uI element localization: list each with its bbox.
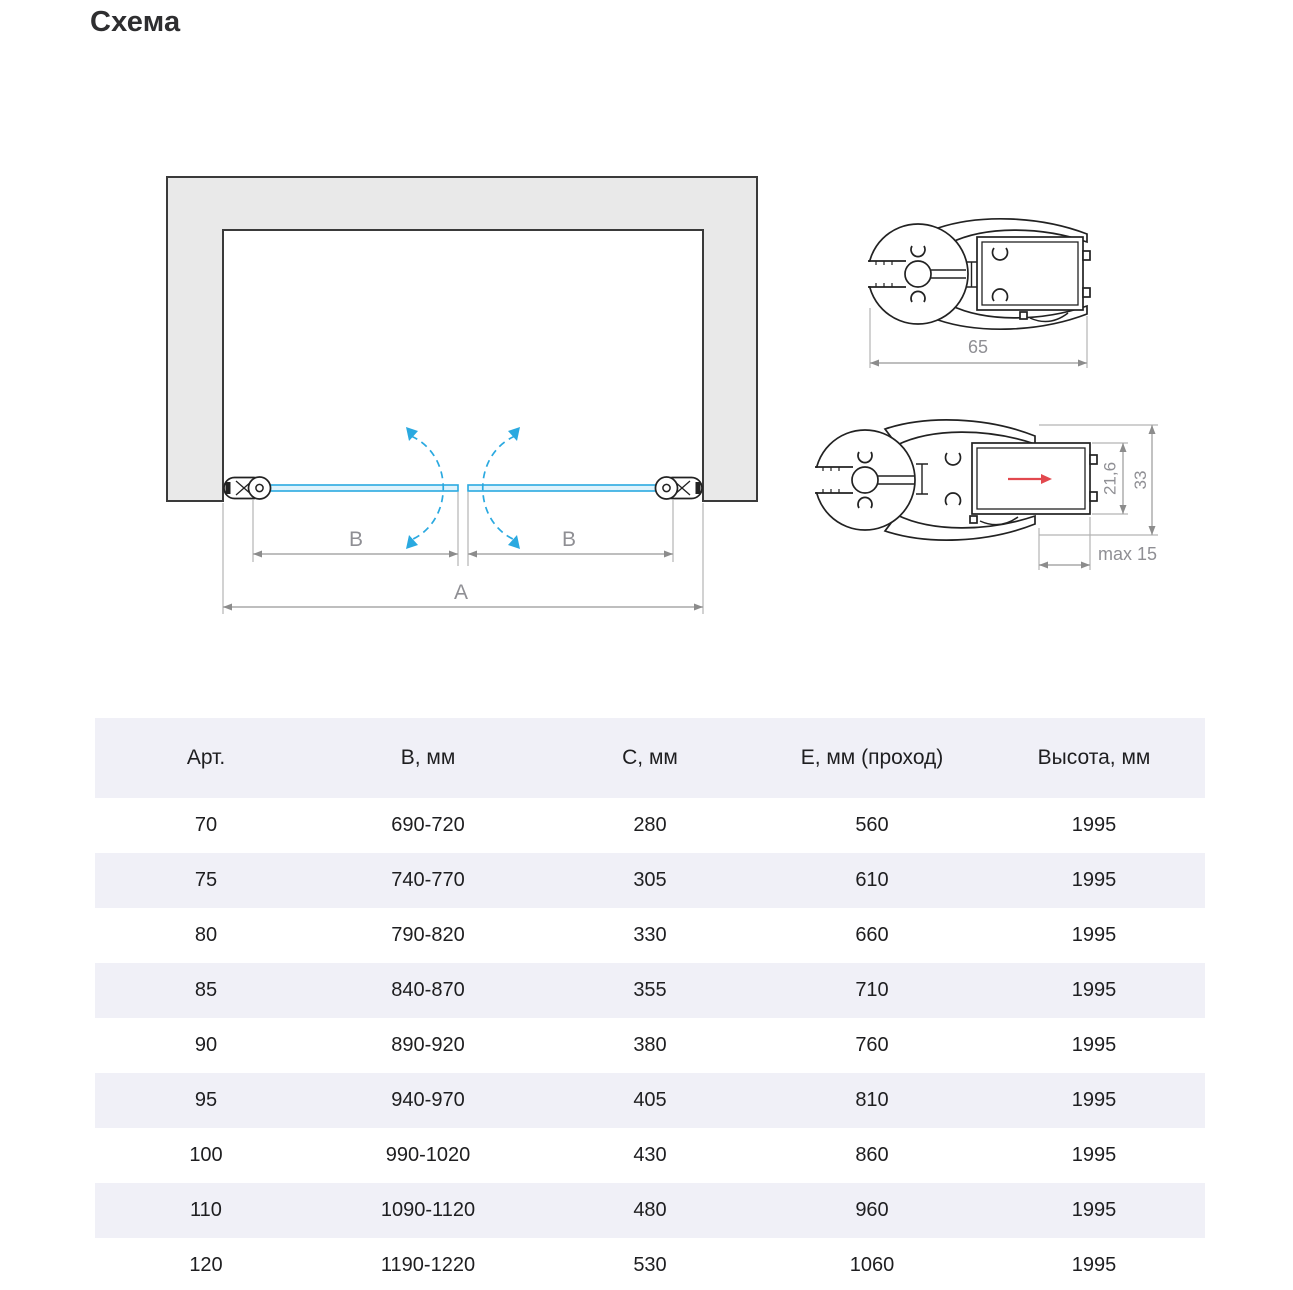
table-header-cell: В, мм: [400, 746, 456, 769]
table-cell: 890-920: [391, 1034, 465, 1056]
table-row: [95, 853, 1205, 908]
table-cell: 940-970: [391, 1089, 465, 1111]
doorway-top-view: [167, 177, 757, 614]
table-cell: 1995: [1071, 1034, 1117, 1056]
table-cell: 380: [633, 1034, 667, 1056]
svg-text:33: 33: [1131, 470, 1150, 490]
dim-a: [223, 581, 703, 611]
table-row: [95, 1018, 1205, 1073]
table-cell: 1190-1220: [380, 1254, 476, 1276]
table-row: [95, 1238, 1205, 1290]
table-cell: 1995: [1071, 924, 1117, 946]
table-cell: 1995: [1071, 1199, 1117, 1221]
table-cell: 110: [190, 1199, 222, 1221]
size-table-rows: [95, 798, 1205, 1290]
table-cell: 405: [633, 1089, 667, 1111]
profile-section-bottom: [813, 420, 1158, 570]
table-header-cell: Высота, мм: [1037, 746, 1151, 769]
table-cell: 790-820: [391, 924, 465, 946]
table-cell: 960: [855, 1199, 889, 1221]
dim-b-left: [253, 528, 458, 558]
svg-text:65: 65: [967, 337, 989, 357]
table-cell: 1090-1120: [380, 1199, 476, 1221]
table-cell: 690-720: [391, 814, 465, 836]
table-row: [95, 798, 1205, 853]
table-cell: 1995: [1071, 869, 1117, 891]
table-cell: 710: [855, 979, 889, 1001]
table-header-cell: Арт.: [186, 746, 226, 769]
dim-b-right: [468, 528, 673, 558]
table-cell: 860: [855, 1144, 889, 1166]
svg-text:B: B: [561, 528, 577, 551]
table-cell: 1995: [1071, 1254, 1117, 1276]
table-cell: 610: [855, 869, 889, 891]
table-cell: 480: [633, 1199, 667, 1221]
table-cell: 90: [194, 1034, 218, 1056]
svg-text:A: A: [453, 581, 469, 604]
hinge-left: [224, 477, 271, 499]
table-cell: 810: [855, 1089, 889, 1111]
table-row: [95, 1073, 1205, 1128]
hinge-right: [656, 477, 703, 499]
table-cell: 100: [189, 1144, 223, 1166]
glass-panel-right: [468, 485, 656, 491]
wall: [167, 177, 757, 501]
table-cell: 75: [194, 869, 218, 891]
table-cell: 430: [633, 1144, 667, 1166]
table-header-row: [95, 718, 1205, 798]
table-cell: 85: [194, 979, 218, 1001]
table-cell: 660: [855, 924, 889, 946]
table-row: [95, 1183, 1205, 1238]
table-header-cell: С, мм: [622, 746, 678, 769]
table-cell: 840-870: [391, 979, 465, 1001]
table-cell: 1060: [849, 1254, 895, 1276]
table-cell: 1995: [1071, 1089, 1117, 1111]
table-cell: 330: [633, 924, 667, 946]
table-cell: 305: [633, 869, 667, 891]
table-cell: 740-770: [391, 869, 465, 891]
table-cell: 990-1020: [385, 1144, 471, 1166]
svg-text:21,6: 21,6: [1100, 461, 1120, 496]
table-cell: 95: [194, 1089, 218, 1111]
table-row: [95, 963, 1205, 1018]
table-cell: 80: [194, 924, 218, 946]
table-cell: 760: [855, 1034, 889, 1056]
table-cell: 280: [633, 814, 667, 836]
table-header-cell: Е, мм (проход): [800, 746, 944, 769]
dim-max-15: [1039, 517, 1157, 570]
table-cell: 70: [194, 814, 218, 836]
table-cell: 530: [633, 1254, 667, 1276]
table-row: [95, 1128, 1205, 1183]
table-cell: 1995: [1071, 814, 1117, 836]
glass-panel-left: [271, 485, 459, 491]
profile-section-top: [866, 219, 1090, 368]
dim-21-6: [1092, 443, 1128, 514]
size-table: [95, 718, 1205, 1290]
table-cell: 1995: [1071, 979, 1117, 1001]
table-cell: 120: [189, 1254, 223, 1276]
table-cell: 1995: [1071, 1144, 1117, 1166]
table-row: [95, 908, 1205, 963]
svg-text:B: B: [348, 528, 364, 551]
page-title: Схема: [90, 6, 181, 38]
table-cell: 355: [633, 979, 667, 1001]
svg-text:max 15: max 15: [1098, 544, 1158, 564]
table-cell: 560: [855, 814, 889, 836]
